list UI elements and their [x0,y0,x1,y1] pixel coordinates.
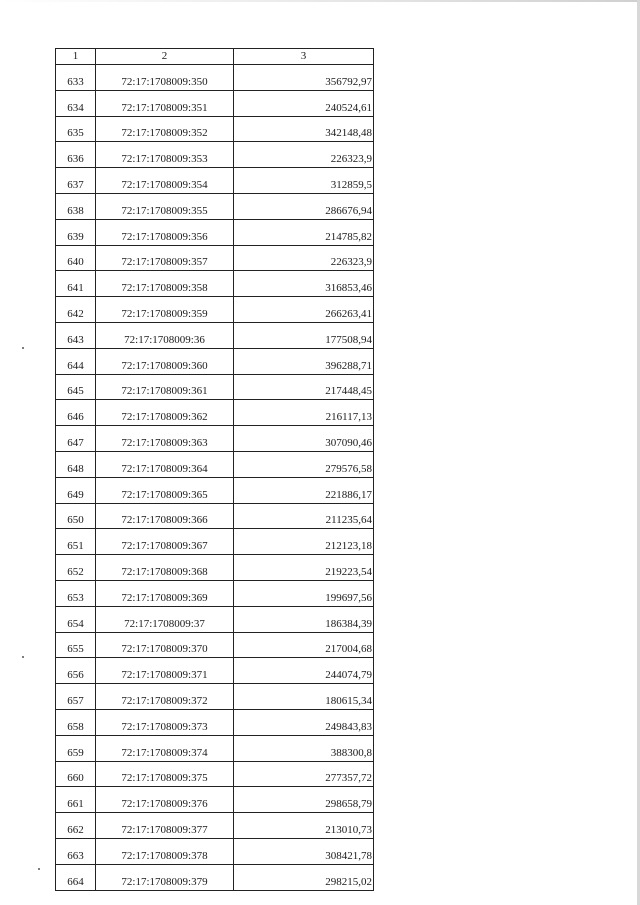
table-row [56,271,374,297]
table-row [56,193,374,219]
cadastral-value-cell: 221886,17 [234,477,374,503]
table-row [56,658,374,684]
row-number-cell: 652 [56,555,96,581]
row-number-cell: 645 [56,374,96,400]
table-row [56,761,374,787]
table-row [56,322,374,348]
row-number-cell: 637 [56,168,96,194]
cadastral-value-cell: 226323,9 [234,142,374,168]
row-number-cell: 638 [56,193,96,219]
cadastral-value-cell: 342148,48 [234,116,374,142]
column-header-cadastral-number: 2 [96,49,234,65]
table-row [56,400,374,426]
row-number-cell: 642 [56,297,96,323]
cadastral-number-cell: 72:17:1708009:372 [96,684,234,710]
cadastral-number-cell: 72:17:1708009:354 [96,168,234,194]
cadastral-value-cell: 216117,13 [234,400,374,426]
table-row [56,684,374,710]
cadastral-value-cell: 219223,54 [234,555,374,581]
cadastral-value-cell: 212123,18 [234,529,374,555]
row-number-cell: 649 [56,477,96,503]
table-row [56,838,374,864]
table-row [56,606,374,632]
row-number-cell: 644 [56,348,96,374]
cadastral-value-cell: 298658,79 [234,787,374,813]
cadastral-number-cell: 72:17:1708009:364 [96,451,234,477]
cadastral-value-cell: 307090,46 [234,426,374,452]
table-row [56,297,374,323]
cadastral-value-cell: 211235,64 [234,503,374,529]
cadastral-number-cell: 72:17:1708009:366 [96,503,234,529]
row-number-cell: 650 [56,503,96,529]
cadastral-number-cell: 72:17:1708009:377 [96,813,234,839]
row-number-cell: 655 [56,632,96,658]
table-row [56,426,374,452]
cadastral-value-cell: 199697,56 [234,580,374,606]
table-row [56,116,374,142]
row-number-cell: 653 [56,580,96,606]
cadastral-number-cell: 72:17:1708009:36 [96,322,234,348]
row-number-cell: 647 [56,426,96,452]
table-row [56,142,374,168]
cadastral-value-cell: 177508,94 [234,322,374,348]
row-number-cell: 635 [56,116,96,142]
cadastral-number-cell: 72:17:1708009:375 [96,761,234,787]
row-number-cell: 641 [56,271,96,297]
cadastral-value-cell: 312859,5 [234,168,374,194]
cadastral-number-cell: 72:17:1708009:351 [96,90,234,116]
row-number-cell: 660 [56,761,96,787]
table-row [56,374,374,400]
cadastral-number-cell: 72:17:1708009:367 [96,529,234,555]
cadastral-value-cell: 266263,41 [234,297,374,323]
cadastral-value-cell: 217448,45 [234,374,374,400]
table-row [56,219,374,245]
table-body [56,65,374,891]
cadastral-number-cell: 72:17:1708009:358 [96,271,234,297]
cadastral-value-cell: 388300,8 [234,735,374,761]
cadastral-value-table [55,48,374,891]
cadastral-number-cell: 72:17:1708009:379 [96,864,234,890]
table-row [56,709,374,735]
row-number-cell: 640 [56,245,96,271]
cadastral-number-cell: 72:17:1708009:378 [96,838,234,864]
table-row [56,580,374,606]
cadastral-number-cell: 72:17:1708009:361 [96,374,234,400]
cadastral-number-cell: 72:17:1708009:362 [96,400,234,426]
table-row [56,245,374,271]
row-number-cell: 633 [56,65,96,91]
cadastral-number-cell: 72:17:1708009:353 [96,142,234,168]
cadastral-value-cell: 186384,39 [234,606,374,632]
row-number-cell: 658 [56,709,96,735]
scan-speck [22,656,24,658]
cadastral-number-cell: 72:17:1708009:357 [96,245,234,271]
cadastral-value-cell: 277357,72 [234,761,374,787]
cadastral-number-cell: 72:17:1708009:365 [96,477,234,503]
row-number-cell: 651 [56,529,96,555]
row-number-cell: 643 [56,322,96,348]
row-number-cell: 648 [56,451,96,477]
scan-edge-top [0,0,640,2]
cadastral-value-cell: 298215,02 [234,864,374,890]
cadastral-value-cell: 213010,73 [234,813,374,839]
row-number-cell: 664 [56,864,96,890]
table-row [56,529,374,555]
table-row [56,65,374,91]
table-row [56,735,374,761]
cadastral-value-cell: 240524,61 [234,90,374,116]
table-row [56,632,374,658]
cadastral-number-cell: 72:17:1708009:376 [96,787,234,813]
cadastral-value-cell: 249843,83 [234,709,374,735]
cadastral-number-cell: 72:17:1708009:360 [96,348,234,374]
cadastral-value-cell: 226323,9 [234,245,374,271]
row-number-cell: 634 [56,90,96,116]
table-row [56,168,374,194]
column-header-value: 3 [234,49,374,65]
row-number-cell: 662 [56,813,96,839]
cadastral-number-cell: 72:17:1708009:356 [96,219,234,245]
row-number-cell: 659 [56,735,96,761]
cadastral-number-cell: 72:17:1708009:37 [96,606,234,632]
cadastral-number-cell: 72:17:1708009:368 [96,555,234,581]
cadastral-value-cell: 214785,82 [234,219,374,245]
cadastral-value-cell: 396288,71 [234,348,374,374]
table-row [56,477,374,503]
cadastral-number-cell: 72:17:1708009:373 [96,709,234,735]
row-number-cell: 654 [56,606,96,632]
scan-speck [38,868,40,870]
cadastral-number-cell: 72:17:1708009:374 [96,735,234,761]
cadastral-number-cell: 72:17:1708009:369 [96,580,234,606]
cadastral-value-cell: 244074,79 [234,658,374,684]
column-header-number: 1 [56,49,96,65]
table-row [56,348,374,374]
header-row [56,49,374,65]
row-number-cell: 639 [56,219,96,245]
cadastral-value-cell: 316853,46 [234,271,374,297]
cadastral-number-cell: 72:17:1708009:355 [96,193,234,219]
row-number-cell: 636 [56,142,96,168]
cadastral-number-cell: 72:17:1708009:352 [96,116,234,142]
row-number-cell: 661 [56,787,96,813]
table-row [56,90,374,116]
row-number-cell: 663 [56,838,96,864]
row-number-cell: 656 [56,658,96,684]
table-row [56,864,374,890]
cadastral-value-cell: 308421,78 [234,838,374,864]
table-row [56,787,374,813]
table-row [56,555,374,581]
cadastral-number-cell: 72:17:1708009:363 [96,426,234,452]
cadastral-value-cell: 356792,97 [234,65,374,91]
table-row [56,813,374,839]
cadastral-number-cell: 72:17:1708009:350 [96,65,234,91]
cadastral-value-cell: 180615,34 [234,684,374,710]
table-row [56,451,374,477]
table-row [56,503,374,529]
row-number-cell: 657 [56,684,96,710]
scan-speck [22,347,24,349]
cadastral-value-cell: 217004,68 [234,632,374,658]
cadastral-number-cell: 72:17:1708009:359 [96,297,234,323]
row-number-cell: 646 [56,400,96,426]
cadastral-value-cell: 286676,94 [234,193,374,219]
cadastral-number-cell: 72:17:1708009:371 [96,658,234,684]
cadastral-number-cell: 72:17:1708009:370 [96,632,234,658]
cadastral-value-cell: 279576,58 [234,451,374,477]
